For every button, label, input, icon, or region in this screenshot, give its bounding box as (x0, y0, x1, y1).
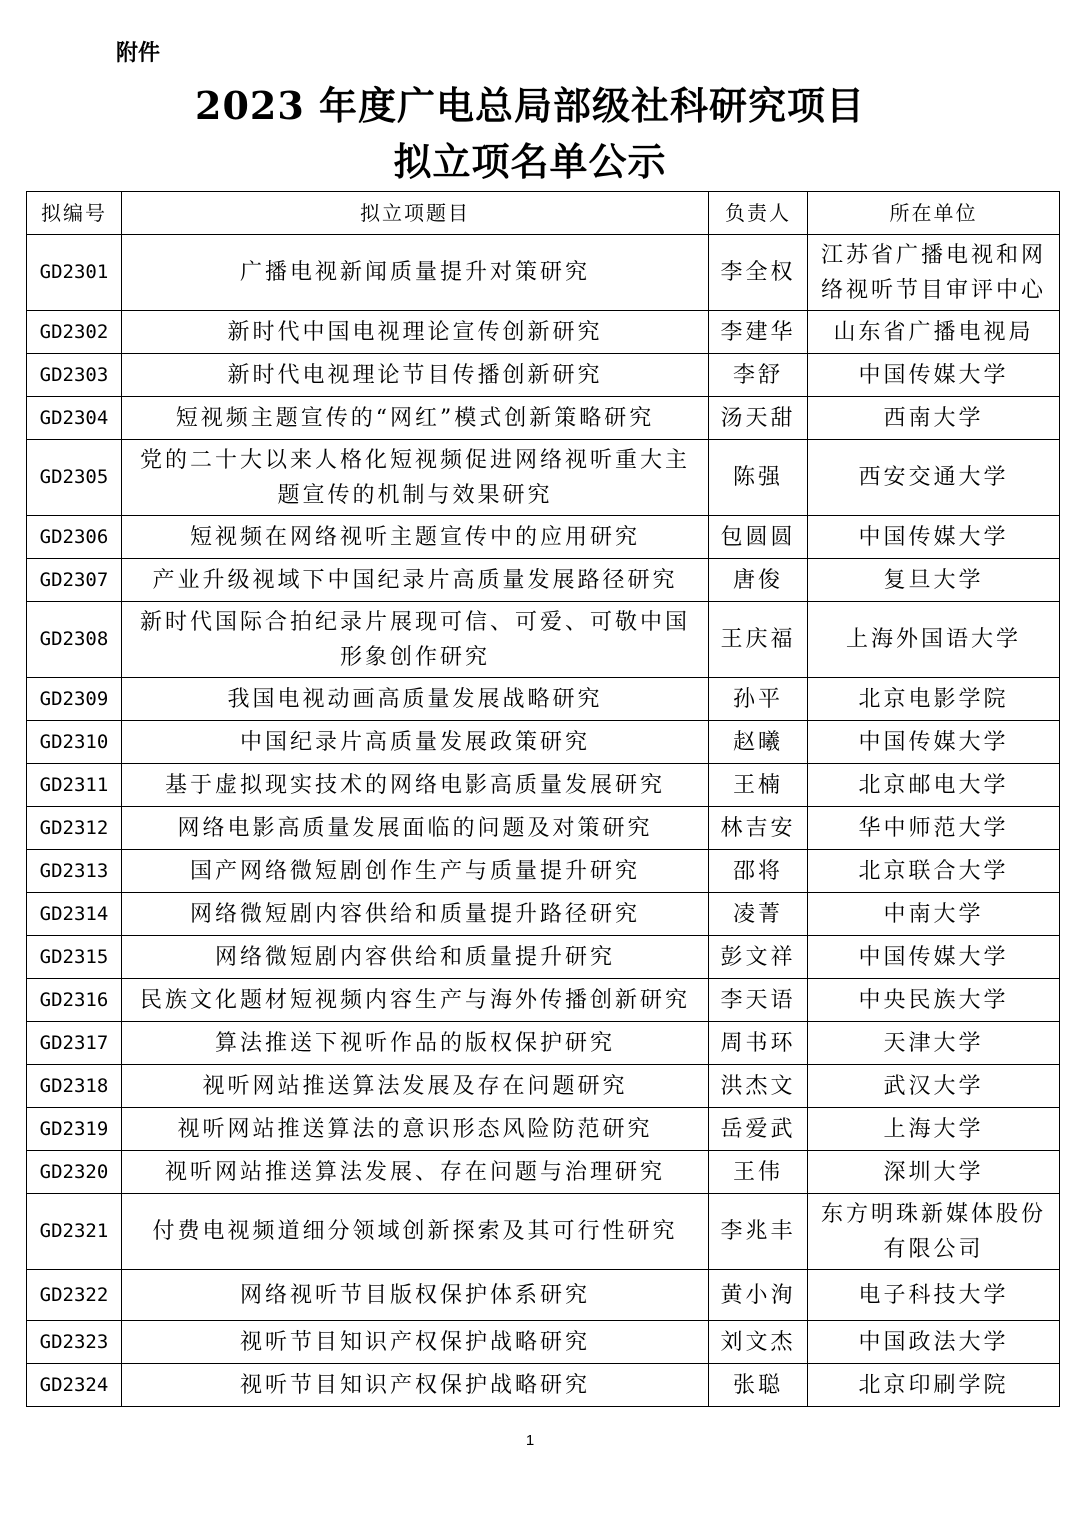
cell-leader: 李兆丰 (709, 1194, 808, 1270)
table-row (27, 979, 1060, 1022)
cell-leader: 李全权 (709, 235, 808, 311)
cell-title: 网络微短剧内容供给和质量提升研究 (122, 936, 709, 979)
cell-code: GD2316 (27, 979, 122, 1022)
cell-leader: 包圆圆 (709, 516, 808, 559)
cell-unit: 华中师范大学 (808, 807, 1060, 850)
cell-title: 新时代中国电视理论宣传创新研究 (122, 311, 709, 354)
cell-unit: 中国政法大学 (808, 1321, 1060, 1364)
cell-unit: 北京电影学院 (808, 678, 1060, 721)
cell-unit: 中南大学 (808, 893, 1060, 936)
cell-title: 短视频主题宣传的“网红”模式创新策略研究 (122, 397, 709, 440)
cell-code: GD2318 (27, 1065, 122, 1108)
attachment-label: 附件 (116, 41, 161, 66)
cell-code: GD2306 (27, 516, 122, 559)
cell-title: 中国纪录片高质量发展政策研究 (122, 721, 709, 764)
cell-leader: 邵将 (709, 850, 808, 893)
table-row (27, 936, 1060, 979)
table-row (27, 1364, 1060, 1407)
cell-unit: 北京印刷学院 (808, 1364, 1060, 1407)
cell-code: GD2309 (27, 678, 122, 721)
table-row (27, 397, 1060, 440)
cell-code: GD2311 (27, 764, 122, 807)
cell-unit: 山东省广播电视局 (808, 311, 1060, 354)
table-row (27, 311, 1060, 354)
cell-code: GD2315 (27, 936, 122, 979)
cell-code: GD2324 (27, 1364, 122, 1407)
table-row (27, 850, 1060, 893)
table-row (27, 1108, 1060, 1151)
table-row (27, 354, 1060, 397)
cell-leader: 洪杰文 (709, 1065, 808, 1108)
cell-code: GD2302 (27, 311, 122, 354)
cell-title: 基于虚拟现实技术的网络电影高质量发展研究 (122, 764, 709, 807)
document-title-line-2: 拟立项名单公示 (393, 139, 667, 184)
cell-leader: 岳爱武 (709, 1108, 808, 1151)
cell-title: 民族文化题材短视频内容生产与海外传播创新研究 (122, 979, 709, 1022)
cell-code: GD2314 (27, 893, 122, 936)
cell-leader: 孙平 (709, 678, 808, 721)
cell-unit: 西南大学 (808, 397, 1060, 440)
cell-title: 视听节目知识产权保护战略研究 (122, 1364, 709, 1407)
cell-title: 视听网站推送算法发展、存在问题与治理研究 (122, 1151, 709, 1194)
cell-unit: 东方明珠新媒体股份有限公司 (808, 1194, 1060, 1270)
cell-unit: 西安交通大学 (808, 440, 1060, 516)
cell-code: GD2320 (27, 1151, 122, 1194)
cell-code: GD2305 (27, 440, 122, 516)
cell-unit: 中国传媒大学 (808, 721, 1060, 764)
cell-unit: 中国传媒大学 (808, 516, 1060, 559)
cell-unit: 中央民族大学 (808, 979, 1060, 1022)
document-title-line-1: 2023 年度广电总局部级社科研究项目 (195, 83, 865, 128)
cell-unit: 电子科技大学 (808, 1270, 1060, 1321)
cell-leader: 凌菁 (709, 893, 808, 936)
cell-title: 视听网站推送算法的意识形态风险防范研究 (122, 1108, 709, 1151)
cell-leader: 彭文祥 (709, 936, 808, 979)
cell-leader: 唐俊 (709, 559, 808, 602)
table-row (27, 764, 1060, 807)
cell-code: GD2321 (27, 1194, 122, 1270)
cell-leader: 李舒 (709, 354, 808, 397)
table-row (27, 1065, 1060, 1108)
table-header-row (27, 192, 1060, 235)
cell-title: 新时代国际合拍纪录片展现可信、可爱、可敬中国形象创作研究 (122, 602, 709, 678)
cell-leader: 陈强 (709, 440, 808, 516)
table-row (27, 807, 1060, 850)
cell-code: GD2304 (27, 397, 122, 440)
cell-unit: 北京联合大学 (808, 850, 1060, 893)
cell-unit: 中国传媒大学 (808, 936, 1060, 979)
cell-title: 网络视听节目版权保护体系研究 (122, 1270, 709, 1321)
cell-code: GD2308 (27, 602, 122, 678)
cell-leader: 刘文杰 (709, 1321, 808, 1364)
cell-unit: 深圳大学 (808, 1151, 1060, 1194)
cell-unit: 天津大学 (808, 1022, 1060, 1065)
cell-title: 广播电视新闻质量提升对策研究 (122, 235, 709, 311)
table-row (27, 1321, 1060, 1364)
cell-code: GD2319 (27, 1108, 122, 1151)
table-row (27, 235, 1060, 311)
cell-unit: 上海大学 (808, 1108, 1060, 1151)
cell-leader: 周书环 (709, 1022, 808, 1065)
cell-leader: 林吉安 (709, 807, 808, 850)
table-row (27, 516, 1060, 559)
cell-leader: 王庆福 (709, 602, 808, 678)
table-row (27, 721, 1060, 764)
table-row (27, 1194, 1060, 1270)
cell-leader: 赵曦 (709, 721, 808, 764)
cell-title: 新时代电视理论节目传播创新研究 (122, 354, 709, 397)
cell-leader: 李建华 (709, 311, 808, 354)
cell-title: 网络电影高质量发展面临的问题及对策研究 (122, 807, 709, 850)
cell-title: 短视频在网络视听主题宣传中的应用研究 (122, 516, 709, 559)
table-row (27, 678, 1060, 721)
cell-code: GD2312 (27, 807, 122, 850)
cell-unit: 江苏省广播电视和网络视听节目审评中心 (808, 235, 1060, 311)
cell-code: GD2301 (27, 235, 122, 311)
header-title: 拟立项题目 (122, 192, 709, 235)
cell-unit: 复旦大学 (808, 559, 1060, 602)
cell-unit: 上海外国语大学 (808, 602, 1060, 678)
cell-code: GD2317 (27, 1022, 122, 1065)
cell-title: 算法推送下视听作品的版权保护研究 (122, 1022, 709, 1065)
cell-code: GD2303 (27, 354, 122, 397)
cell-code: GD2323 (27, 1321, 122, 1364)
cell-leader: 黄小洵 (709, 1270, 808, 1321)
cell-title: 视听网站推送算法发展及存在问题研究 (122, 1065, 709, 1108)
table-row (27, 1022, 1060, 1065)
cell-title: 党的二十大以来人格化短视频促进网络视听重大主题宣传的机制与效果研究 (122, 440, 709, 516)
cell-code: GD2313 (27, 850, 122, 893)
cell-unit: 北京邮电大学 (808, 764, 1060, 807)
cell-title: 付费电视频道细分领域创新探索及其可行性研究 (122, 1194, 709, 1270)
cell-leader: 王伟 (709, 1151, 808, 1194)
cell-code: GD2322 (27, 1270, 122, 1321)
table-row (27, 893, 1060, 936)
cell-title: 产业升级视域下中国纪录片高质量发展路径研究 (122, 559, 709, 602)
cell-title: 视听节目知识产权保护战略研究 (122, 1321, 709, 1364)
cell-leader: 张聪 (709, 1364, 808, 1407)
cell-leader: 汤天甜 (709, 397, 808, 440)
page-number: 1 (525, 1432, 535, 1449)
header-unit: 所在单位 (808, 192, 1060, 235)
cell-unit: 武汉大学 (808, 1065, 1060, 1108)
cell-leader: 李天语 (709, 979, 808, 1022)
table-row (27, 440, 1060, 516)
cell-title: 我国电视动画高质量发展战略研究 (122, 678, 709, 721)
cell-code: GD2307 (27, 559, 122, 602)
project-list-table (26, 191, 1060, 1407)
header-leader: 负责人 (709, 192, 808, 235)
header-code: 拟编号 (27, 192, 122, 235)
cell-title: 国产网络微短剧创作生产与质量提升研究 (122, 850, 709, 893)
table-row (27, 559, 1060, 602)
cell-unit: 中国传媒大学 (808, 354, 1060, 397)
table-row (27, 602, 1060, 678)
cell-leader: 王楠 (709, 764, 808, 807)
table-row (27, 1270, 1060, 1321)
cell-title: 网络微短剧内容供给和质量提升路径研究 (122, 893, 709, 936)
table-row (27, 1151, 1060, 1194)
cell-code: GD2310 (27, 721, 122, 764)
